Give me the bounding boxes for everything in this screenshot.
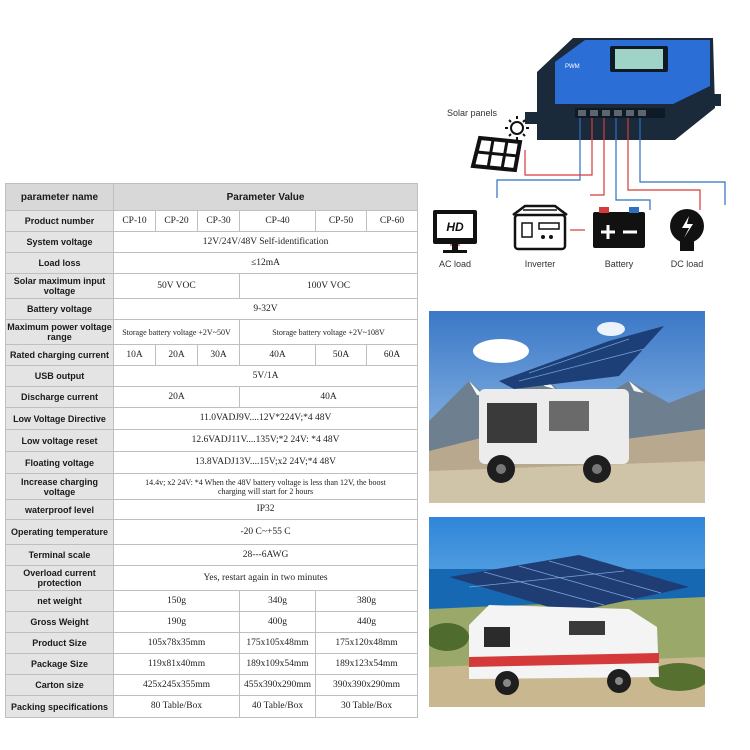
waterproof-value: IP32 (114, 500, 418, 520)
floating-value: 13.8VADJ13V....15V;x2 24V;*4 48V (114, 452, 418, 474)
solar-panel-icon (447, 108, 529, 170)
net-weight-value-1: 150g (114, 591, 240, 612)
gross-weight-value-1: 190g (114, 612, 240, 633)
lvd-value: 11.0VADJ9V....12V*224V;*4 48V (114, 408, 418, 430)
lcd-screen (615, 49, 663, 69)
row-label-system-voltage: System voltage (6, 232, 114, 253)
battery-icon (593, 207, 645, 269)
product-size-value-1: 105x78x35mm (114, 633, 240, 654)
net-weight-value-2: 340g (240, 591, 316, 612)
packing-value-1: 80 Table/Box (114, 696, 240, 718)
usb-output-value: 5V/1A (114, 366, 418, 387)
controller-brand: PWM (565, 64, 580, 70)
gross-weight-value-2: 400g (240, 612, 316, 633)
row-label-max-power: Maximum power voltage range (6, 320, 114, 345)
battery-label: Battery (604, 259, 634, 269)
rated-current-50a: 50A (316, 345, 367, 366)
inverter-label: Inverter (524, 259, 556, 269)
row-label-product-size: Product Size (6, 633, 114, 654)
package-size-value-1: 119x81x40mm (114, 654, 240, 675)
solar-charge-controller (525, 38, 721, 140)
row-label-load-loss: Load loss (6, 253, 114, 274)
header-parameter-value: Parameter Value (114, 184, 418, 211)
row-label-usb-output: USB output (6, 366, 114, 387)
header-parameter-name: parameter name (6, 184, 114, 211)
rated-current-60a: 60A (367, 345, 418, 366)
increase-value: 14.4v; x2 24V: *4 When the 48V battery voltage is less than 12V, the boost charging will start for 2 hours (114, 474, 418, 500)
package-size-value-2: 189x109x54mm (240, 654, 316, 675)
wiring-diagram (425, 30, 745, 280)
row-label-lvr: Low voltage reset (6, 430, 114, 452)
rated-current-20a: 20A (156, 345, 198, 366)
row-label-floating: Floating voltage (6, 452, 114, 474)
van-photo (429, 311, 705, 503)
ac-load-icon (433, 210, 477, 269)
solar-max-value-2: 100V VOC (240, 274, 418, 299)
row-label-battery-voltage: Battery voltage (6, 299, 114, 320)
row-label-terminal: Terminal scale (6, 545, 114, 566)
packing-value-3: 30 Table/Box (316, 696, 418, 718)
model-cp60: CP-60 (367, 211, 418, 232)
lvr-value: 12.6VADJ11V....135V;*2 24V: *4 48V (114, 430, 418, 452)
max-power-value-2: Storage battery voltage +2V~108V (240, 320, 418, 345)
model-cp20: CP-20 (156, 211, 198, 232)
operating-value: -20 C~+55 C (114, 520, 418, 545)
row-label-lvd: Low Voltage Directive (6, 408, 114, 430)
terminal-value: 28---6AWG (114, 545, 418, 566)
packing-value-2: 40 Table/Box (240, 696, 316, 718)
ac-load-label: AC load (438, 259, 472, 269)
row-label-increase: Increase charging voltage (6, 474, 114, 500)
hd-text: HD (446, 220, 464, 234)
row-label-overload: Overload current protection (6, 566, 114, 591)
carton-size-value-3: 390x390x290mm (316, 675, 418, 696)
row-label-carton-size: Carton size (6, 675, 114, 696)
product-size-value-3: 175x120x48mm (316, 633, 418, 654)
model-cp40: CP-40 (240, 211, 316, 232)
system-voltage-value: 12V/24V/48V Self-identification (114, 232, 418, 253)
inverter-icon (513, 206, 567, 269)
model-cp50: CP-50 (316, 211, 367, 232)
load-loss-value: ≤12mA (114, 253, 418, 274)
row-label-discharge: Discharge current (6, 387, 114, 408)
solar-max-value-1: 50V VOC (114, 274, 240, 299)
rated-current-10a: 10A (114, 345, 156, 366)
row-label-operating: Operating temperature (6, 520, 114, 545)
rated-current-40a: 40A (240, 345, 316, 366)
dc-load-label: DC load (670, 259, 704, 269)
row-label-package-size: Package Size (6, 654, 114, 675)
rated-current-30a: 30A (198, 345, 240, 366)
solar-panels-label: Solar panels (447, 108, 498, 118)
row-label-net-weight: net weight (6, 591, 114, 612)
battery-voltage-value: 9-32V (114, 299, 418, 320)
package-size-value-3: 189x123x54mm (316, 654, 418, 675)
model-cp30: CP-30 (198, 211, 240, 232)
discharge-value-2: 40A (240, 387, 418, 408)
dc-load-icon (670, 209, 704, 269)
row-label-packing: Packing specifications (6, 696, 114, 718)
row-label-product-number: Product number (6, 211, 114, 232)
net-weight-value-3: 380g (316, 591, 418, 612)
row-label-rated-current: Rated charging current (6, 345, 114, 366)
overload-value: Yes, restart again in two minutes (114, 566, 418, 591)
product-size-value-2: 175x105x48mm (240, 633, 316, 654)
row-label-waterproof: waterproof level (6, 500, 114, 520)
discharge-value-1: 20A (114, 387, 240, 408)
carton-size-value-1: 425x245x355mm (114, 675, 240, 696)
row-label-solar-max: Solar maximum input voltage (6, 274, 114, 299)
row-label-gross-weight: Gross Weight (6, 612, 114, 633)
gross-weight-value-3: 440g (316, 612, 418, 633)
model-cp10: CP-10 (114, 211, 156, 232)
spec-table (5, 183, 418, 718)
max-power-value-1: Storage battery voltage +2V~50V (114, 320, 240, 345)
carton-size-value-2: 455x390x290mm (240, 675, 316, 696)
motorhome-photo (429, 517, 705, 707)
